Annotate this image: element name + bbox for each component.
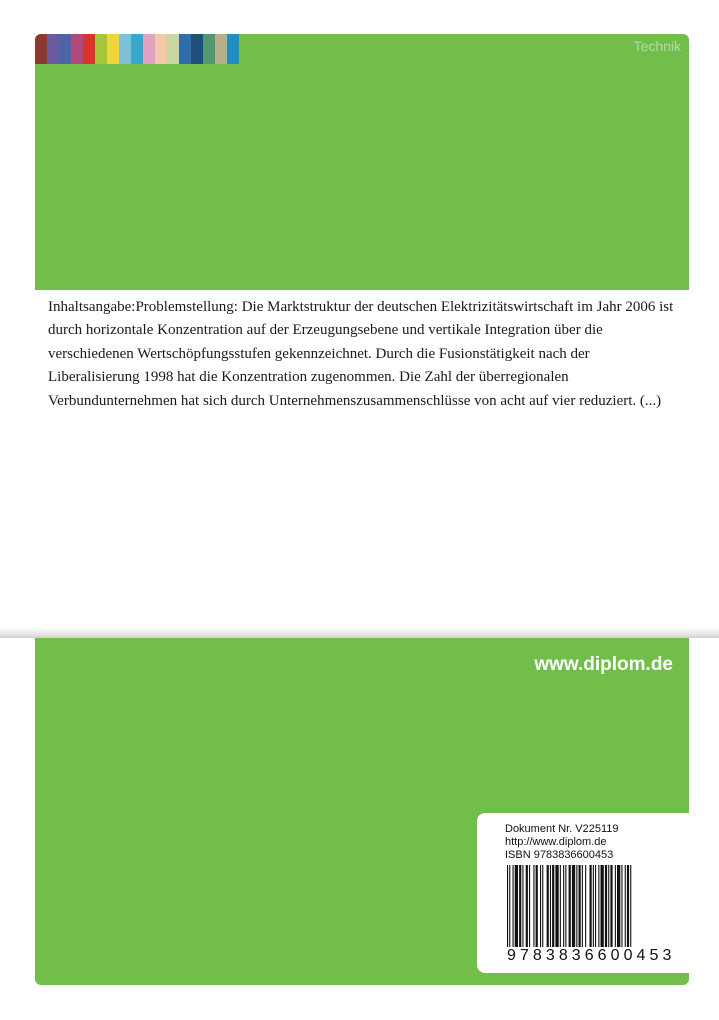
barcode-bar: [560, 865, 561, 947]
cover-bottom-panel: [35, 638, 689, 985]
barcode-bar: [509, 865, 510, 947]
barcode-bar: [627, 865, 629, 947]
barcode-bar: [576, 865, 577, 947]
color-stripe: [107, 34, 119, 64]
isbn-line: ISBN 9783836600453: [505, 849, 614, 861]
color-stripe: [35, 34, 47, 64]
barcode-bar: [579, 865, 581, 947]
barcode-bar: [590, 865, 592, 947]
color-stripe: [131, 34, 143, 64]
color-stripe: [203, 34, 215, 64]
barcode-digit: 3: [662, 947, 672, 964]
barcode-digit: 5: [649, 947, 659, 964]
barcode-bar: [529, 865, 530, 947]
barcode-bar: [540, 865, 541, 947]
color-stripe: [167, 34, 179, 64]
barcode-label: [477, 813, 689, 973]
barcode-bar: [513, 865, 514, 947]
barcode-bar: [585, 865, 586, 947]
barcode-bar: [565, 865, 566, 947]
barcode-bar: [625, 865, 626, 947]
barcode-bar: [610, 865, 612, 947]
barcode-bar: [542, 865, 543, 947]
barcode-digit: 3: [571, 947, 582, 964]
document-url: http://www.diplom.de: [505, 836, 607, 848]
barcode-bar: [598, 865, 599, 947]
barcode-bar: [563, 865, 564, 947]
barcode-bar: [582, 865, 583, 947]
barcode-bar: [608, 865, 609, 947]
barcode-digit: 9: [507, 947, 517, 964]
publisher-website: www.diplom.de: [534, 654, 673, 675]
cover-top-panel: [35, 34, 689, 290]
category-label: Technik: [633, 38, 681, 54]
barcode-bar: [533, 865, 534, 947]
barcode-bar: [595, 865, 596, 947]
barcode-bar: [522, 865, 523, 947]
barcode-bar: [569, 865, 571, 947]
color-stripe: [119, 34, 131, 64]
barcode-bar: [617, 865, 620, 947]
color-stripe: [191, 34, 203, 64]
color-stripe: [71, 34, 83, 64]
barcode-digit: 0: [610, 947, 621, 964]
barcode-digit: 0: [623, 947, 633, 964]
color-stripe: [155, 34, 167, 64]
barcode-bar: [552, 865, 554, 947]
barcode-bar: [507, 865, 508, 947]
barcode-bar: [519, 865, 521, 947]
color-stripe: [83, 34, 95, 64]
barcode-digits: [507, 947, 672, 965]
barcode-digit: 3: [545, 947, 556, 964]
color-stripe-bar: [35, 34, 239, 64]
color-stripe: [215, 34, 227, 64]
color-stripe: [95, 34, 107, 64]
barcode-bar: [630, 865, 631, 947]
document-number: Dokument Nr. V225119: [505, 823, 619, 835]
barcode-digit: 4: [636, 947, 646, 964]
barcode-digit: 6: [584, 947, 595, 964]
barcode-bar: [536, 865, 538, 947]
barcode-digit: 7: [519, 947, 530, 964]
barcode-bar: [605, 865, 607, 947]
back-cover-blurb: Inhaltsangabe:Problemstellung: Die Marktstruktur der deutschen Elektrizitätswirtschaft im Jahr 2006 ist durch horizontale Konzentration auf der Erzeugungsebene und vertikale Integration über die verschiedenen Wertschöpfungsstufen gekennzeichnet. Durch die Fusionstätigkeit nach der Liberalisierung 1998 hat die Konzentration zugenommen. Die Zahl der überregionalen Verbundunternehmen hat sich durch Unternehmenszusammenschlüsse von acht auf vier reduziert. (...): [48, 299, 674, 409]
barcode-image: [507, 865, 672, 947]
color-stripe: [227, 34, 239, 64]
barcode-bar: [555, 865, 558, 947]
barcode-bar: [550, 865, 551, 947]
panel-divider: [0, 626, 719, 638]
barcode-digit: 6: [597, 947, 608, 964]
color-stripe: [179, 34, 191, 64]
barcode-bar: [572, 865, 575, 947]
barcode-digit: 8: [532, 947, 543, 964]
barcode-digit: 8: [558, 947, 569, 964]
barcode-bar: [615, 865, 616, 947]
barcode-bar: [621, 865, 622, 947]
color-stripe: [143, 34, 155, 64]
barcode-bar: [547, 865, 549, 947]
barcode-bar: [526, 865, 528, 947]
color-stripe: [47, 34, 59, 64]
barcode-bar: [593, 865, 594, 947]
color-stripe: [59, 34, 71, 64]
barcode-bar: [515, 865, 518, 947]
barcode-bar: [601, 865, 604, 947]
